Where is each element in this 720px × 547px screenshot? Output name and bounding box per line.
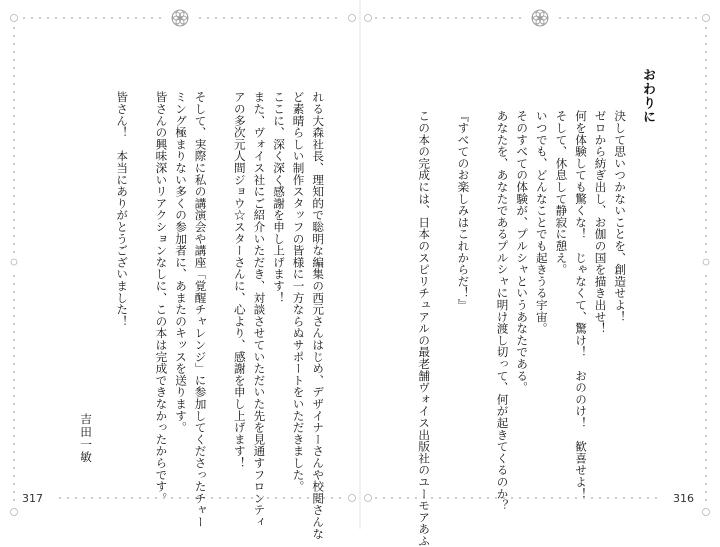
corner-circle-icon <box>703 509 710 516</box>
text-line: 『すべてのお楽しみはこれからだ！』 <box>456 110 471 311</box>
text-line: また、ヴォイス社にご紹介いただき、対談させていただいた先を見通すフロンティ <box>252 91 267 528</box>
text-line: ど素晴らしい制作スタッフの皆様に一方ならぬサポートをいただきました。 <box>291 91 306 493</box>
text-line: この本の完成には、日本のスピリチュアルの最老舗ヴォイス出版社のユーモアあふ <box>417 110 432 547</box>
corner-circle-icon <box>11 15 18 22</box>
text-line: そのすべての体験が、プルシャというあなたである。 <box>515 110 530 394</box>
corner-circle-icon <box>11 259 17 265</box>
page-number-right: 316 <box>673 492 694 505</box>
text-line: 皆さんの興味深いリアクションなしに、この本は完成できなかったからです。 <box>154 91 169 504</box>
corner-circle-icon <box>349 15 356 22</box>
text-line: ミング極まりない多くの参加者に、あまたのキッスを送ります。 <box>174 91 188 434</box>
corner-circle-icon <box>365 15 372 22</box>
text-line: れる大森社長、理知的で聡明な編集の西元さんはじめ、デザイナーさんや校閲さんな <box>311 91 326 540</box>
corner-circle-icon <box>349 495 356 502</box>
text-line: いつでも、どんなことでも起きうる宇宙。 <box>534 110 549 335</box>
text-line: あなたを、あなたであるプルシャに明け渡し切って、何が起きてくるのか？ <box>495 110 510 512</box>
text-line: 何を体験しても驚くな！ じゃなくて、驚け！ おののけ！ 歓喜せよ！ <box>574 110 588 500</box>
text-line: ゼロから紡ぎ出し、お伽の国を描き出せ！ <box>593 110 608 335</box>
text-line: 決して思いつかないことを、創造せよ！ <box>613 110 628 323</box>
text-line: そして、休息して静寂に憩え。 <box>554 110 569 276</box>
text-line: ここに、深く深く感謝を申し上げます！ <box>272 91 286 304</box>
corner-circle-icon <box>365 495 372 502</box>
chapter-title: おわりに <box>640 68 655 124</box>
text-line: 皆さん！ 本当にありがとうございました！ <box>115 91 130 327</box>
text-line: そして、実際に私の講演会や講座「覚醒チャレンジ」に参加してくださったチャー <box>193 91 208 528</box>
corner-circle-icon <box>11 509 18 516</box>
flower-ornament-right-icon <box>532 10 548 26</box>
author-signature: 吉田一敏 <box>79 413 93 464</box>
book-spine <box>359 0 361 529</box>
flower-ornament-left-icon <box>172 10 188 26</box>
page-number-left: 317 <box>22 492 43 505</box>
corner-circle-icon <box>703 259 709 265</box>
corner-circle-icon <box>703 15 710 22</box>
text-line: アの多次元人間ジョウ☆スターさんに、心より、感謝を申し上げます！ <box>232 91 247 469</box>
